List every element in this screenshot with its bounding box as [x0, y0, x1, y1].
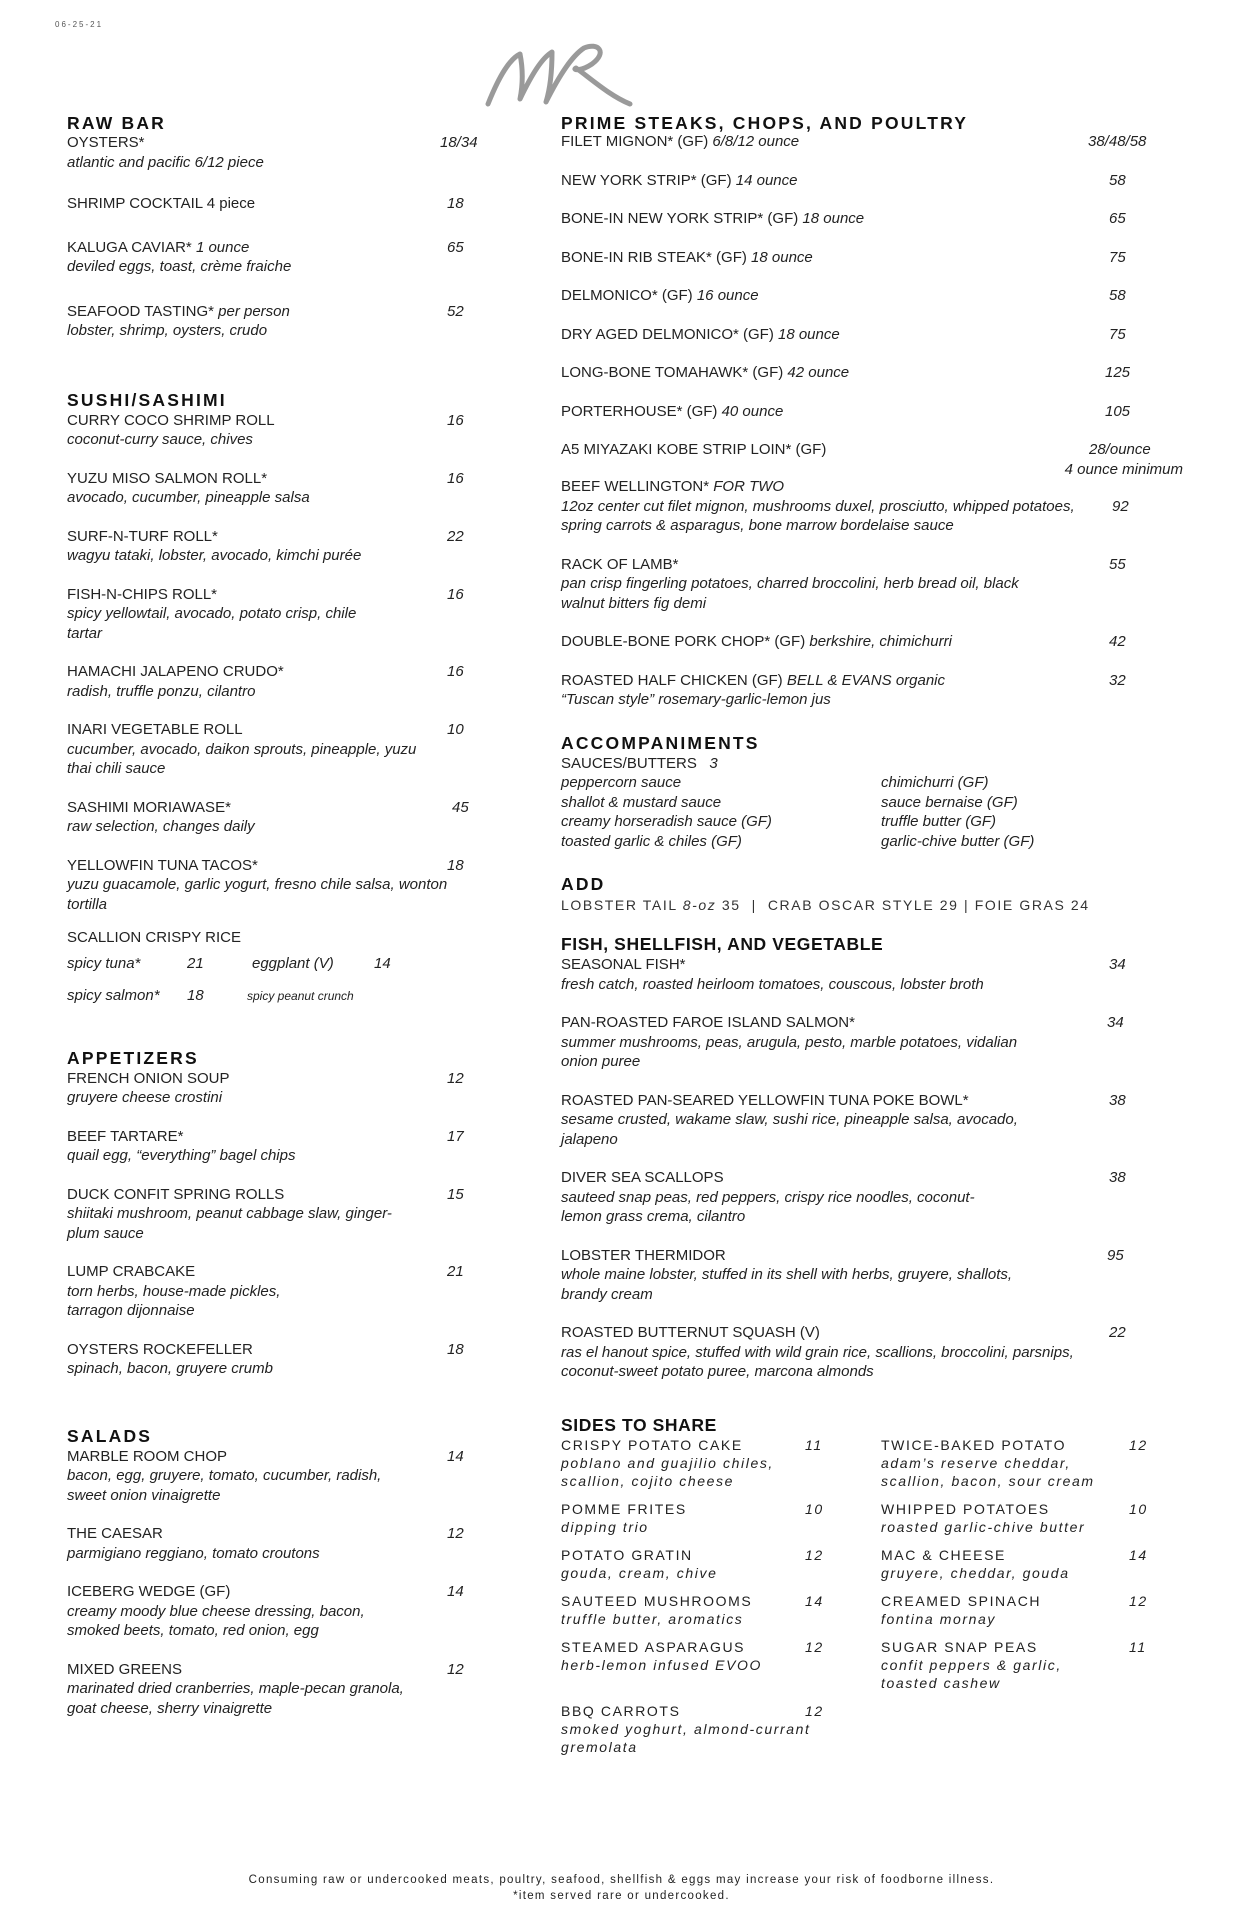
side-desc: confit peppers & garlic, toasted cashew [881, 1656, 1062, 1691]
section-raw-bar-title: RAW BAR [67, 113, 167, 133]
side-item [561, 1702, 881, 1756]
menu-item [561, 440, 1181, 479]
sauce-item: garlic-chive butter (GF) [881, 832, 1035, 850]
section-fish-title: FISH, SHELLFISH, AND VEGETABLE [561, 934, 884, 954]
menu-item [67, 302, 487, 341]
item-price: 52 [447, 302, 464, 320]
item-desc: quail egg, “everything” bagel chips [67, 1147, 296, 1164]
item-desc: avocado, cucumber, pineapple salsa [67, 489, 310, 506]
item-desc: cucumber, avocado, daikon sprouts, pineapple, yuzu thai chili sauce [67, 740, 417, 777]
item-name: BEEF TARTARE* [67, 1127, 184, 1145]
item-price: 38 [1109, 1169, 1126, 1186]
item-name: DUCK CONFIT SPRING ROLLS [67, 1185, 285, 1203]
item-desc: spicy yellowtail, avocado, potato crisp, chile tartar [67, 605, 357, 642]
item-price: 42 [1109, 633, 1126, 650]
item-desc: 12oz center cut filet mignon, mushrooms duxel, prosciutto, whipped potatoes, spring carrots & asparagus, bone marrow bordelaise sauce [561, 497, 1075, 534]
item-desc: sauteed snap peas, red peppers, crispy rice noodles, coconut-lemon grass crema, cilantro [561, 1188, 975, 1225]
menu-item [67, 1660, 487, 1719]
option-eggplant-price: 14 [374, 954, 391, 972]
item-desc: atlantic and pacific 6/12 piece [67, 153, 264, 171]
item-note: BELL & EVANS organic [786, 671, 946, 689]
menu-item [561, 1168, 1181, 1227]
item-price: 58 [1109, 287, 1126, 304]
item-price: 16 [447, 663, 464, 680]
section-accompaniments-title: ACCOMPANIMENTS [561, 732, 760, 753]
menu-item [67, 527, 487, 566]
item-desc: lobster, shrimp, oysters, crudo [67, 322, 268, 339]
item-name: BONE-IN NEW YORK STRIP* (GF) [561, 210, 799, 227]
section-salads-title: SALADS [67, 1425, 153, 1446]
item-name: A5 MIYAZAKI KOBE STRIP LOIN* (GF) [561, 441, 827, 458]
item-price: 18 [447, 1340, 464, 1358]
item-name: SURF-N-TURF ROLL* [67, 527, 218, 545]
side-price: 10 [1129, 1500, 1148, 1517]
left-column [67, 112, 487, 1718]
item-price: 38 [1109, 1091, 1126, 1109]
item-note: 6/8/12 ounce [712, 133, 800, 150]
item-price: 22 [447, 527, 464, 545]
item-price: 12 [447, 1660, 464, 1678]
item-name: FRENCH ONION SOUP [67, 1069, 230, 1087]
item-desc: pan crisp fingerling potatoes, charred broccolini, herb bread oil, black walnut bitters fig demi [561, 575, 1019, 612]
sides-grid [561, 1436, 1181, 1756]
sauces-label: SAUCES/BUTTERS [561, 754, 697, 772]
menu-item [561, 171, 1181, 191]
footer-line-2: *item served rare or undercooked. [513, 1890, 730, 1902]
item-desc: sesame crusted, wakame slaw, sushi rice, pineapple salsa, avocado, jalapeno [561, 1111, 1018, 1148]
item-desc: creamy moody blue cheese dressing, bacon, smoked beets, tomato, red onion, egg [67, 1602, 365, 1639]
crispy-rice-options [67, 954, 487, 974]
item-desc: “Tuscan style” rosemary-garlic-lemon jus [561, 691, 831, 708]
menu-item [561, 1246, 1181, 1305]
item-name: YELLOWFIN TUNA TACOS* [67, 856, 258, 874]
item-name: LOBSTER THERMIDOR [561, 1246, 726, 1264]
item-name: FISH-N-CHIPS ROLL* [67, 585, 218, 603]
item-name: BONE-IN RIB STEAK* (GF) [561, 248, 747, 266]
item-name: DOUBLE-BONE PORK CHOP* (GF) [561, 633, 806, 650]
item-note: 16 ounce [696, 287, 759, 304]
item-desc: radish, truffle ponzu, cilantro [67, 682, 256, 700]
item-desc: whole maine lobster, stuffed in its shell with herbs, gruyere, shallots, brandy cream [561, 1266, 1013, 1303]
item-note: 18 ounce [751, 248, 813, 266]
menu-item [561, 671, 1181, 710]
menu-item [561, 1013, 1181, 1072]
item-price: 38/48/58 [1088, 133, 1147, 150]
menu-item [561, 325, 1181, 345]
sauce-item: toasted garlic & chiles (GF) [561, 832, 742, 850]
item-name: INARI VEGETABLE ROLL [67, 721, 243, 738]
item-desc: ras el hanout spice, stuffed with wild grain rice, scallions, broccolini, parsnips, coconut-sweet potato puree, marcona almonds [561, 1343, 1074, 1380]
item-name: SASHIMI MORIAWASE* [67, 798, 231, 816]
item-name: LONG-BONE TOMAHAWK* (GF) [561, 364, 784, 381]
menu-item [561, 402, 1181, 422]
item-note: 40 ounce [721, 402, 784, 420]
item-price: 65 [1109, 210, 1126, 227]
side-desc: gruyere, cheddar, gouda [881, 1564, 1070, 1581]
divider: | [751, 897, 757, 913]
item-desc: coconut-curry sauce, chives [67, 431, 253, 448]
item-note: 18 ounce [802, 210, 865, 227]
menu-item [67, 662, 487, 701]
side-price: 10 [805, 1500, 824, 1517]
menu-item [561, 1091, 1181, 1150]
side-name: SAUTEED MUSHROOMS [561, 1592, 753, 1609]
side-price: 12 [805, 1638, 824, 1655]
item-name: THE CAESAR [67, 1525, 163, 1542]
side-item [881, 1500, 1181, 1536]
side-desc: fontina mornay [881, 1610, 997, 1627]
footer-line-1: Consuming raw or undercooked meats, poultry, seafood, shellfish & eggs may increase your risk of foodborne illness. [248, 1874, 995, 1886]
item-name: BEEF WELLINGTON* [561, 478, 710, 495]
side-name: STEAMED ASPARAGUS [561, 1638, 746, 1655]
sauce-item: chimichurri (GF) [881, 774, 989, 791]
section-add-title: ADD [561, 874, 606, 894]
menu-item [67, 1582, 487, 1641]
item-name: ROASTED PAN-SEARED YELLOWFIN TUNA POKE BOWL* [561, 1091, 969, 1109]
side-name: POMME FRITES [561, 1500, 687, 1517]
item-name: YUZU MISO SALMON ROLL* [67, 469, 268, 487]
sauce-item: creamy horseradish sauce (GF) [561, 813, 772, 830]
side-price: 12 [1129, 1592, 1148, 1609]
side-name: WHIPPED POTATOES [881, 1500, 1050, 1517]
item-name: SEAFOOD TASTING* [67, 302, 214, 320]
side-name: MAC & CHEESE [881, 1546, 1006, 1563]
item-desc: raw selection, changes daily [67, 818, 255, 835]
item-sub: 4 ounce minimum [1064, 460, 1183, 478]
item-name: SEASONAL FISH* [561, 956, 686, 973]
menu-item [67, 1069, 487, 1108]
side-price: 14 [1129, 1546, 1148, 1563]
item-desc: torn herbs, house-made pickles, tarragon dijonnaise [67, 1282, 281, 1319]
item-price: 15 [447, 1185, 464, 1203]
menu-item [561, 632, 1181, 652]
side-price: 12 [805, 1546, 824, 1563]
item-price: 32 [1109, 671, 1126, 689]
side-price: 14 [805, 1592, 824, 1609]
menu-item [67, 1262, 487, 1321]
side-name: SUGAR SNAP PEAS [881, 1638, 1038, 1655]
side-name: POTATO GRATIN [561, 1546, 693, 1563]
side-item [561, 1546, 881, 1582]
menu-item [561, 555, 1181, 614]
section-steaks-title: PRIME STEAKS, CHOPS, AND POULTRY [561, 113, 969, 133]
side-name: BBQ CARROTS [561, 1702, 681, 1719]
menu-item [561, 209, 1181, 229]
menu-item [67, 856, 487, 915]
item-price: 14 [447, 1447, 464, 1465]
menu-item [67, 133, 487, 172]
item-note: 42 ounce [787, 364, 850, 381]
menu-item [67, 1524, 487, 1563]
add-ons [561, 895, 1181, 915]
menu-item [67, 238, 487, 277]
item-desc: deviled eggs, toast, crème fraiche [67, 258, 292, 275]
side-desc: dipping trio [561, 1518, 649, 1535]
item-name: ROASTED BUTTERNUT SQUASH (V) [561, 1324, 820, 1341]
item-name: PORTERHOUSE* (GF) [561, 402, 718, 420]
add-foie: FOIE GRAS 24 [974, 897, 1090, 913]
item-price: 105 [1105, 402, 1131, 420]
menu-item [561, 132, 1181, 152]
side-item [561, 1500, 881, 1536]
menu-date: 06-25-21 [55, 20, 104, 29]
item-name: CURRY COCO SHRIMP ROLL [67, 411, 275, 429]
item-price: 34 [1109, 956, 1126, 973]
item-price: 21 [447, 1263, 464, 1280]
side-name: CREAMED SPINACH [881, 1592, 1042, 1609]
item-price: 16 [447, 411, 464, 429]
sauce-item: shallot & mustard sauce [561, 793, 722, 811]
menu-item [67, 411, 487, 450]
menu-item [67, 720, 487, 779]
item-name: ICEBERG WEDGE (GF) [67, 1583, 231, 1600]
item-name: FILET MIGNON* (GF) [561, 133, 709, 150]
menu-item [67, 928, 487, 948]
side-item [881, 1638, 1181, 1692]
section-appetizers-title: APPETIZERS [67, 1047, 199, 1068]
menu-item [561, 1323, 1181, 1382]
item-price: 22 [1109, 1324, 1126, 1341]
item-price: 12 [447, 1069, 464, 1087]
side-desc: herb-lemon infused EVOO [561, 1656, 762, 1673]
option-spicy-salmon-price: 18 [187, 987, 204, 1004]
item-price: 18 [447, 856, 464, 874]
option-crunch: spicy peanut crunch [247, 989, 354, 1003]
sauces-list [561, 773, 1181, 851]
option-spicy-tuna-price: 21 [187, 954, 204, 972]
item-note: FOR TWO [713, 478, 785, 495]
item-name: MARBLE ROOM CHOP [67, 1447, 228, 1465]
side-price: 11 [805, 1436, 823, 1453]
menu-item [561, 363, 1181, 383]
section-sushi-title: SUSHI/SASHIMI [67, 389, 227, 410]
side-item [881, 1546, 1181, 1582]
menu-item [561, 248, 1181, 268]
item-price: 16 [447, 585, 464, 603]
item-desc: gruyere cheese crostini [67, 1089, 223, 1106]
section-sides-title: SIDES TO SHARE [561, 1414, 717, 1435]
side-desc: poblano and guajilio chiles, scallion, cojito cheese [561, 1454, 774, 1489]
item-name: LUMP CRABCAKE [67, 1263, 196, 1280]
side-desc: smoked yoghurt, almond-currant gremolata [561, 1720, 811, 1755]
item-price: 55 [1109, 555, 1126, 573]
side-name: CRISPY POTATO CAKE [561, 1436, 743, 1453]
item-price: 10 [447, 721, 464, 738]
item-name: OYSTERS ROCKEFELLER [67, 1340, 253, 1358]
menu-item [67, 194, 487, 214]
crispy-rice-options [67, 986, 487, 1007]
item-price: 18 [447, 195, 464, 212]
item-price: 75 [1109, 248, 1126, 266]
item-price: 16 [447, 469, 464, 487]
sauces-header [561, 754, 1181, 774]
option-eggplant: eggplant (V) [252, 954, 334, 972]
side-price: 12 [805, 1702, 824, 1719]
item-price: 75 [1109, 325, 1126, 343]
footer-disclaimer [0, 1872, 1243, 1904]
side-desc: roasted garlic-chive butter [881, 1518, 1086, 1535]
item-name: DRY AGED DELMONICO* (GF) [561, 325, 774, 343]
menu-item [561, 286, 1181, 306]
side-desc: truffle butter, aromatics [561, 1610, 744, 1627]
item-note: 1 ounce [195, 238, 250, 256]
item-note: 14 ounce [735, 171, 798, 189]
item-note: berkshire, chimichurri [809, 633, 952, 650]
side-desc: adam’s reserve cheddar, scallion, bacon, sour cream [881, 1454, 1095, 1489]
item-price: 18/34 [440, 134, 478, 151]
divider: | [964, 897, 970, 913]
item-price: 92 [1112, 498, 1129, 515]
item-name: KALUGA CAVIAR* [67, 238, 192, 256]
side-item [881, 1592, 1181, 1628]
side-price: 11 [1129, 1638, 1147, 1655]
item-name: DIVER SEA SCALLOPS [561, 1169, 724, 1186]
sauce-item: truffle butter (GF) [881, 813, 997, 830]
menu-item [561, 477, 1181, 536]
item-desc: fresh catch, roasted heirloom tomatoes, couscous, lobster broth [561, 975, 984, 993]
menu-item [67, 585, 487, 644]
item-price: 14 [447, 1583, 464, 1600]
item-price: 95 [1107, 1246, 1124, 1264]
item-name: SHRIMP COCKTAIL 4 piece [67, 195, 256, 212]
menu-item [67, 1447, 487, 1506]
item-desc: marinated dried cranberries, maple-pecan granola, goat cheese, sherry vinaigrette [67, 1680, 404, 1717]
menu-item [67, 1340, 487, 1379]
side-item [561, 1638, 881, 1692]
item-name: HAMACHI JALAPENO CRUDO* [67, 663, 284, 680]
item-desc: bacon, egg, gruyere, tomato, cucumber, radish, sweet onion vinaigrette [67, 1467, 382, 1504]
menu-item [67, 469, 487, 508]
item-name: OYSTERS* [67, 134, 145, 151]
menu-item [67, 1185, 487, 1244]
item-name: ROASTED HALF CHICKEN (GF) [561, 671, 783, 689]
side-price: 12 [1129, 1436, 1148, 1453]
sauce-item: peppercorn sauce [561, 774, 682, 791]
menu-item [561, 955, 1181, 994]
item-price: 65 [447, 238, 464, 256]
item-desc: spinach, bacon, gruyere crumb [67, 1360, 273, 1377]
item-price: 45 [452, 798, 469, 816]
side-desc: gouda, cream, chive [561, 1564, 718, 1581]
right-column [561, 112, 1181, 1756]
item-desc: yuzu guacamole, garlic yogurt, fresno chile salsa, wonton tortilla [67, 876, 448, 913]
item-price: 58 [1109, 171, 1126, 189]
logo [480, 34, 650, 114]
item-name: DELMONICO* (GF) [561, 287, 693, 304]
item-desc: parmigiano reggiano, tomato croutons [67, 1544, 320, 1562]
side-name: TWICE-BAKED POTATO [881, 1436, 1067, 1453]
item-price: 17 [447, 1127, 464, 1145]
option-spicy-salmon: spicy salmon* [67, 987, 160, 1004]
item-desc: wagyu tataki, lobster, avocado, kimchi purée [67, 547, 362, 564]
add-crab: CRAB OSCAR STYLE 29 [767, 897, 959, 913]
item-price: 12 [447, 1525, 464, 1542]
sauce-item: sauce bernaise (GF) [881, 793, 1018, 811]
item-name: SCALLION CRISPY RICE [67, 929, 241, 946]
add-lobster: LOBSTER TAIL [561, 897, 678, 913]
item-name: RACK OF LAMB* [561, 555, 679, 573]
add-lobster-note: 8-oz [682, 897, 717, 913]
sauces-price: 3 [709, 754, 718, 772]
side-item [561, 1592, 881, 1628]
menu-item [67, 1127, 487, 1166]
side-item [881, 1436, 1181, 1490]
menu-item [67, 798, 487, 837]
option-spicy-tuna: spicy tuna* [67, 954, 141, 972]
add-lobster-price: 35 [721, 897, 741, 913]
side-item [561, 1436, 881, 1490]
item-desc: shiitaki mushroom, peanut cabbage slaw, ginger-plum sauce [67, 1205, 392, 1242]
item-note: 18 ounce [777, 325, 840, 343]
item-price: 34 [1107, 1014, 1124, 1031]
item-price: 125 [1105, 364, 1131, 381]
item-name: NEW YORK STRIP* (GF) [561, 171, 732, 189]
item-desc: summer mushrooms, peas, arugula, pesto, marble potatoes, vidalian onion puree [561, 1033, 1018, 1070]
item-note: per person [218, 302, 290, 320]
item-name: MIXED GREENS [67, 1660, 183, 1678]
item-price: 28/ounce [1089, 441, 1151, 458]
item-name: PAN-ROASTED FAROE ISLAND SALMON* [561, 1014, 855, 1031]
